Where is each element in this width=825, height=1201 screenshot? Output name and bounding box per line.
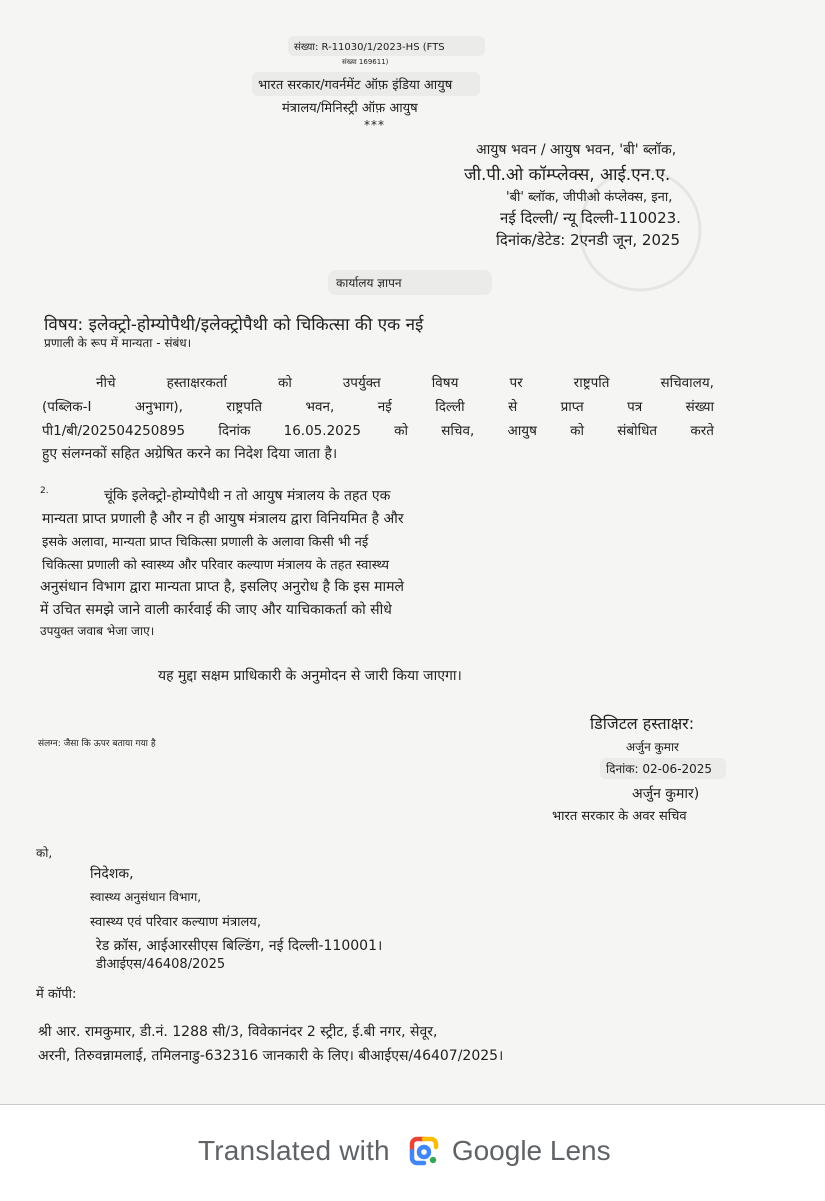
enclosure-note: संलग्न: जैसा कि ऊपर बताया गया है <box>38 739 156 749</box>
google-lens-brand: Google Lens <box>451 1135 611 1166</box>
copy-line: अरनी, तिरुवन्नामलाई, तमिलनाडु-632316 जानकारी के लिए। बीआईएस/46407/2025। <box>38 1048 504 1064</box>
translated-with-label <box>198 1133 611 1169</box>
recipient-line: निदेशक, <box>90 866 134 882</box>
document-date: दिनांक/डेटेड: 2एनडी जून, 2025 <box>496 231 681 249</box>
to-label: को, <box>36 846 53 860</box>
word: भवन, <box>305 399 335 415</box>
para1-line-4: हुए संलग्नकों सहित अग्रेषित करने का निदेश दिया जाता है। <box>42 446 338 462</box>
signatory-name: अर्जुन कुमार <box>626 740 679 754</box>
word: राष्ट्रपति <box>226 399 263 415</box>
signature-date: दिनांक: 02-06-2025 <box>600 758 726 779</box>
para2-line: इसके अलावा, मान्यता प्राप्त चिकित्सा प्रणाली के अलावा किसी भी नई <box>42 535 369 550</box>
para2-number: 2. <box>40 486 49 496</box>
header-stars: *** <box>364 118 385 132</box>
government-line: भारत सरकार/गवर्नमेंट ऑफ़ इंडिया आयुष <box>252 72 480 96</box>
translated-with-text: Translated with <box>198 1135 390 1166</box>
word: संख्या <box>685 399 714 415</box>
para2-line: उपयुक्त जवाब भेजा जाए। <box>40 624 155 638</box>
word: 16.05.2025 <box>283 423 361 439</box>
word: आयुष <box>507 423 537 439</box>
para2-line: अनुसंधान विभाग द्वारा मान्यता प्राप्त है, इसलिए अनुरोध है कि इस मामले <box>40 579 404 595</box>
copy-line: श्री आर. रामकुमार, डी.नं. 1288 सी/3, विवेकानंदर 2 स्ट्रीट, ई.बी नगर, सेवूर, <box>38 1024 438 1040</box>
word: सचिव, <box>441 423 475 439</box>
fts-number: संख्या 169611) <box>342 58 389 66</box>
recipient-line: स्वास्थ्य एवं परिवार कल्याण मंत्रालय, <box>90 915 261 930</box>
word: को <box>570 423 585 439</box>
subject-line-1: विषय: इलेक्ट्रो-होम्योपैथी/इलेक्ट्रोपैथी को चिकित्सा की एक नई <box>44 315 424 335</box>
word: नई <box>377 399 392 415</box>
para1-line-2 <box>42 396 714 418</box>
para1-line-3 <box>42 420 714 442</box>
recipient-line: रेड क्रॉस, आईआरसीएस बिल्डिंग, नई दिल्ली-110001। <box>96 938 383 954</box>
signatory-name-closing: अर्जुन कुमार) <box>632 786 700 802</box>
para2-line: मान्यता प्राप्त प्रणाली है और न ही आयुष मंत्रालय द्वारा विनियमित है और <box>42 511 404 527</box>
word: करते <box>690 423 714 439</box>
word: प्राप्त <box>560 399 584 415</box>
word: को <box>394 423 409 439</box>
para2-line: चिकित्सा प्रणाली को स्वास्थ्य और परिवार कल्याण मंत्रालय के तहत स्वास्थ्य <box>42 558 390 573</box>
ministry-line: मंत्रालय/मिनिस्ट्री ऑफ़ आयुष <box>282 101 418 116</box>
word: पी1/बी/202504250895 <box>42 423 186 439</box>
address-line-4: नई दिल्ली/ न्यू दिल्ली-110023. <box>500 209 681 227</box>
word: (पब्लिक-I <box>42 399 92 415</box>
word: दिल्ली <box>435 399 465 415</box>
word: पत्र <box>627 399 643 415</box>
word: हस्ताक्षरकर्ता <box>166 375 227 391</box>
word: संबोधित <box>617 423 658 439</box>
address-line-3: 'बी' ब्लॉक, जीपीओ कंप्लेक्स, इना, <box>506 190 673 205</box>
google-lens-icon <box>406 1133 442 1169</box>
word: पर <box>509 375 523 391</box>
para1-line-1 <box>42 372 714 394</box>
word: से <box>508 399 518 415</box>
subject-line-2: प्रणाली के रूप में मान्यता - संबंध। <box>44 336 192 350</box>
address-line-2: जी.पी.ओ कॉम्प्लेक्स, आई.एन.ए. <box>464 165 671 185</box>
file-number: संख्या: R-11030/1/2023-HS (FTS <box>288 36 485 56</box>
copy-label: में कॉपी: <box>36 987 77 1002</box>
recipient-reference: डीआईएस/46408/2025 <box>96 957 226 972</box>
address-line-1: आयुष भवन / आयुष भवन, 'बी' ब्लॉक, <box>476 142 677 158</box>
word: विषय <box>431 375 459 391</box>
word: अनुभाग), <box>134 399 183 415</box>
para2-line: में उचित समझे जाने वाली कार्रवाई की जाए और याचिकाकर्ता को सीधे <box>40 602 392 618</box>
signatory-designation: भारत सरकार के अवर सचिव <box>552 809 687 824</box>
approval-line: यह मुद्दा सक्षम प्राधिकारी के अनुमोदन से जारी किया जाएगा। <box>158 668 462 684</box>
word: दिनांक <box>218 423 251 439</box>
memo-title: कार्यालय ज्ञापन <box>328 270 492 295</box>
recipient-line: स्वास्थ्य अनुसंधान विभाग, <box>90 890 202 904</box>
word: नीचे <box>96 375 116 391</box>
word: को <box>278 375 292 391</box>
signature-label: डिजिटल हस्ताक्षर: <box>590 714 695 733</box>
word: उपर्युक्त <box>342 375 381 391</box>
word: राष्ट्रपति <box>573 375 610 391</box>
word: सचिवालय, <box>660 375 714 391</box>
para2-line: चूंकि इलेक्ट्रो-होम्योपैथी न तो आयुष मंत्रालय के तहत एक <box>104 488 391 504</box>
